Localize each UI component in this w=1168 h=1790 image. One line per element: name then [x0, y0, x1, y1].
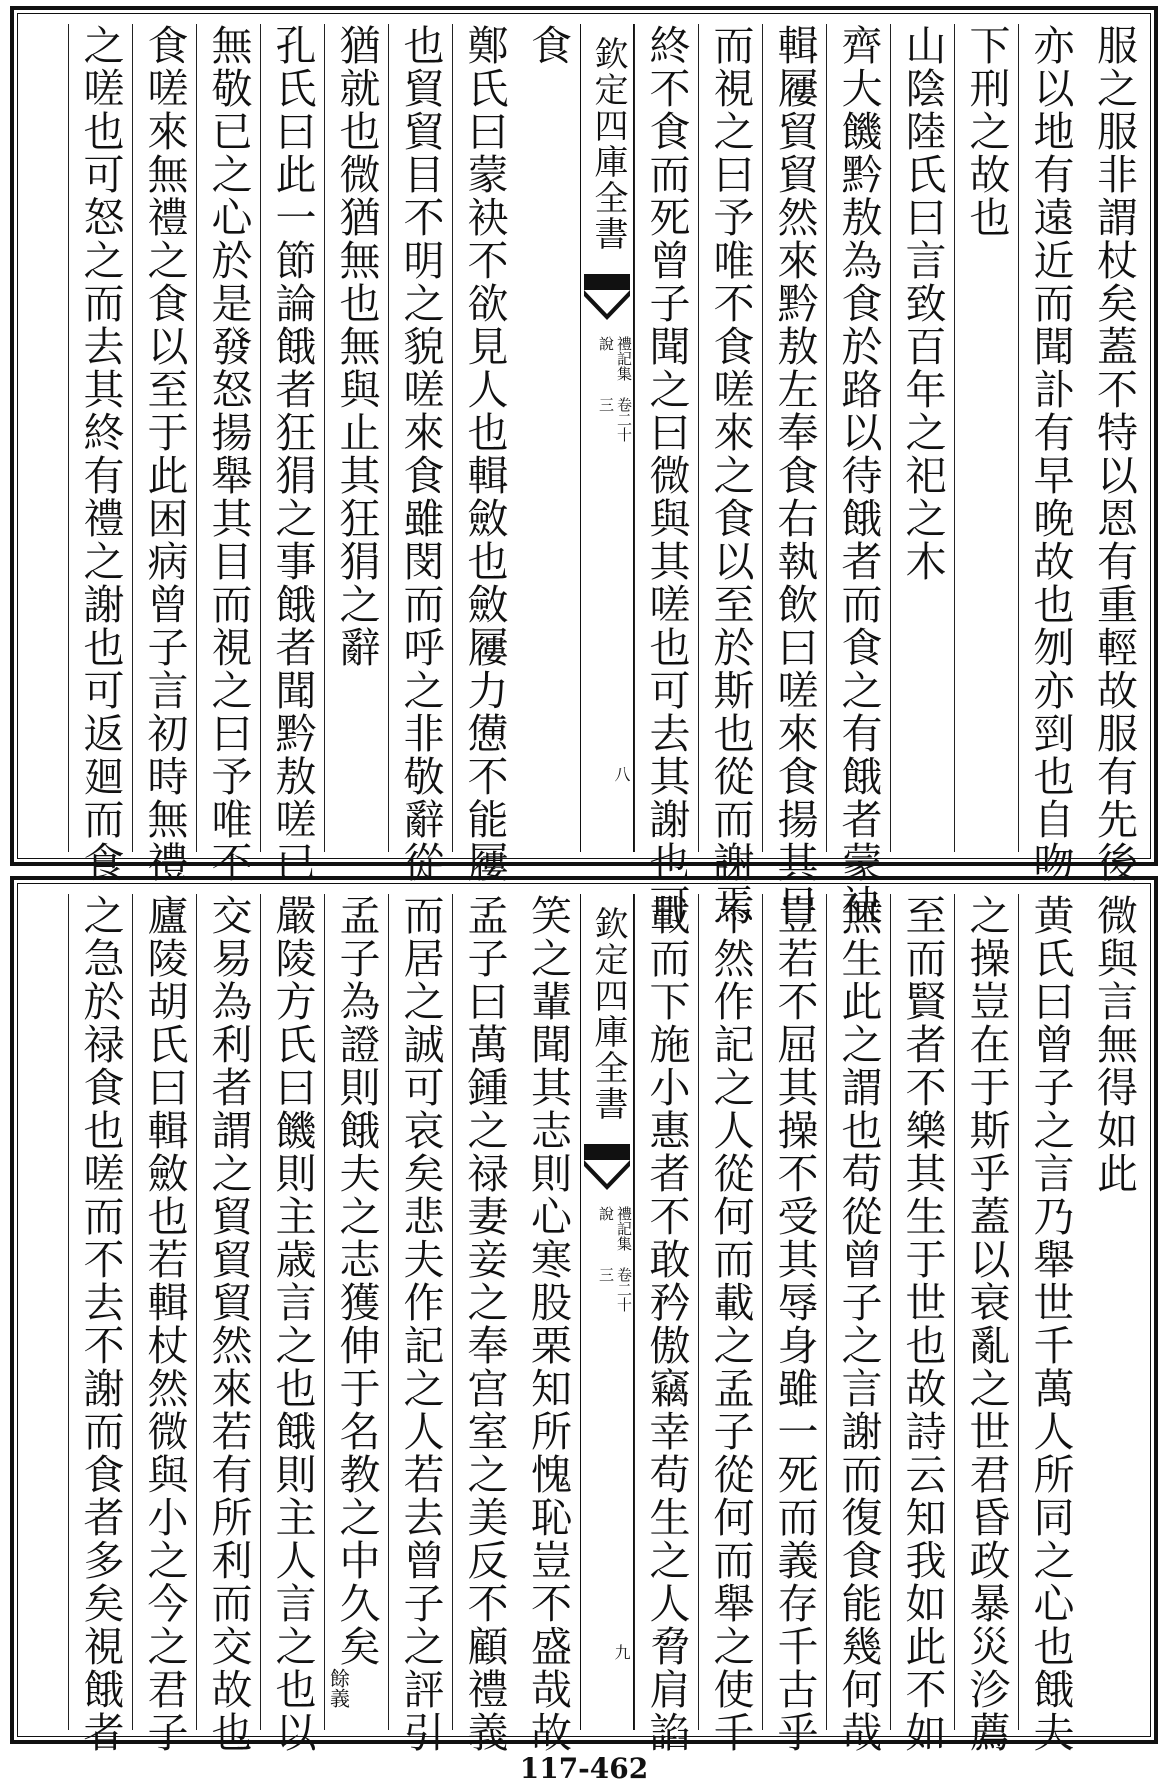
fishtail-ornament-icon — [584, 274, 630, 324]
column-text — [328, 894, 386, 1708]
column-text: 之嗟也可怒之而去其終有禮之謝也可返廻而食 — [76, 24, 125, 884]
text-column — [954, 24, 1018, 852]
annotation-note: 餘義 — [326, 1668, 351, 1708]
column-text: 笑之輩聞其志則心寒股栗知所愧恥豈不盛哉故 — [524, 894, 572, 1754]
column-text: 無敬已之心於是發怒揚舉其目而視之曰予唯不 — [204, 24, 253, 884]
text-column — [260, 894, 324, 1754]
folio-number: 八 — [612, 766, 631, 782]
chapter-label: 卷二十三 — [597, 397, 633, 442]
text-column — [890, 894, 954, 1754]
text-column — [954, 894, 1018, 1754]
center-spine — [580, 894, 634, 1730]
text-column — [1018, 894, 1082, 1754]
column-text: 鄭氏曰蒙袂不欲見人也輯斂也斂屨力憊不能屨 — [460, 24, 509, 884]
column-text: 而視之曰予唯不食嗟來之食以至於斯也從而謝焉 — [706, 24, 755, 927]
text-column — [196, 24, 260, 884]
text-column — [516, 24, 580, 852]
text-column — [634, 24, 698, 927]
book-title: 欽定四庫全書 — [588, 906, 628, 1122]
column-text: 微與言無得如此 — [1090, 894, 1138, 1195]
column-text: 豈若不屈其操不受其辱身雖一死而義存千古乎 — [770, 894, 819, 1754]
column-text: 至而賢者不樂其生于世也故詩云知我如此不如 — [898, 894, 947, 1754]
text-column — [452, 24, 516, 884]
text-column — [634, 894, 698, 1754]
text-column — [132, 24, 196, 884]
text-column — [516, 894, 580, 1754]
chapter-label: 卷二十三 — [597, 1267, 633, 1312]
text-column — [826, 24, 890, 927]
column-text: 之操豈在于斯乎蓋以衰亂之世君昏政暴災沴薦 — [962, 894, 1011, 1754]
column-text: 無生此之謂也苟從曾子之言謝而復食能幾何哉 — [834, 894, 883, 1754]
text-column — [196, 894, 260, 1754]
lower-page — [10, 876, 1158, 1754]
column-text: 之急於禄食也嗟而不去不謝而食者多矣視餓者 — [76, 894, 125, 1754]
text-column — [1082, 894, 1146, 1730]
folio-number: 九 — [612, 1644, 631, 1660]
text-column — [324, 24, 388, 852]
center-spine — [580, 24, 634, 852]
text-column — [1018, 24, 1082, 884]
text-column — [1082, 24, 1146, 884]
text-column — [452, 894, 516, 1754]
text-column — [698, 894, 762, 1754]
column-text: 載而下施小惠者不敢矜傲竊幸苟生之人脅肩諂 — [642, 894, 691, 1754]
text-column — [388, 24, 452, 884]
book-subtitle: 禮記集說 — [597, 1206, 633, 1251]
book-title: 欽定四庫全書 — [588, 36, 628, 252]
column-text: 也貿貿目不明之貌嗟來食雖閔而呼之非敬辭從 — [396, 24, 445, 884]
column-text: 下刑之故也 — [962, 24, 1011, 239]
upper-page — [10, 6, 1158, 927]
text-column — [68, 24, 132, 884]
column-text: 終不食而死曾子聞之曰微與其嗟也可去其謝也可 — [642, 24, 691, 927]
text-column — [826, 894, 890, 1754]
column-text: 黄氏曰曾子之言乃舉世千萬人所同之心也餓夫 — [1026, 894, 1075, 1754]
text-column — [388, 894, 452, 1754]
column-text: 齊大饑黔敖為食於路以待餓者而食之有餓者蒙袂 — [834, 24, 883, 927]
fishtail-ornament-icon — [584, 1144, 630, 1194]
column-text: 孔氏曰此一節論餓者狂狷之事餓者聞黔敖嗟已 — [268, 24, 317, 884]
text-column — [762, 894, 826, 1754]
text-column — [260, 24, 324, 884]
text-column — [698, 24, 762, 927]
column-text: 輯屨貿貿然來黔敖左奉食右執飲曰嗟來食揚其目 — [770, 24, 819, 927]
column-text: 不然作記之人從何而載之孟子從何而舉之使千 — [706, 894, 755, 1754]
column-text: 山陰陸氏曰言致百年之祀之木 — [898, 24, 947, 583]
column-text: 孟子曰萬鍾之禄妻妾之奉宫室之美反不顧禮義 — [460, 894, 509, 1754]
column-text: 廬陵胡氏曰輯斂也若輯杖然微與小之今之君子 — [140, 894, 189, 1754]
column-text: 猶就也微猶無也無與止其狂狷之辭 — [332, 24, 381, 669]
volume-label — [581, 1206, 633, 1326]
column-text: 嚴陵方氏曰饑則主歳言之也餓則主人言之也以 — [268, 894, 317, 1754]
column-main-text: 孟子為證則餓夫之志獲伸于名教之中久矣 — [332, 894, 381, 1668]
text-column — [132, 894, 196, 1754]
text-column — [324, 894, 388, 1730]
text-column — [762, 24, 826, 927]
page-reference-number: 117-462 — [519, 1752, 649, 1785]
column-text: 而居之誠可哀矣悲夫作記之人若去曾子之評引 — [396, 894, 445, 1754]
column-text: 食嗟來無禮之食以至于此困病曾子言初時無禮 — [140, 24, 189, 884]
text-column — [68, 894, 132, 1754]
column-text: 亦以地有遠近而聞訃有早晚故也刎亦剄也自吻 — [1026, 24, 1075, 884]
volume-label — [581, 336, 633, 456]
book-subtitle: 禮記集說 — [597, 336, 633, 381]
column-text: 服之服非謂杖矣蓋不特以恩有重輕故服有先後 — [1090, 24, 1138, 884]
column-text: 交易為利者謂之貿貿貿然來若有所利而交故也 — [204, 894, 253, 1754]
text-column — [890, 24, 954, 852]
column-text: 食 — [524, 24, 572, 67]
